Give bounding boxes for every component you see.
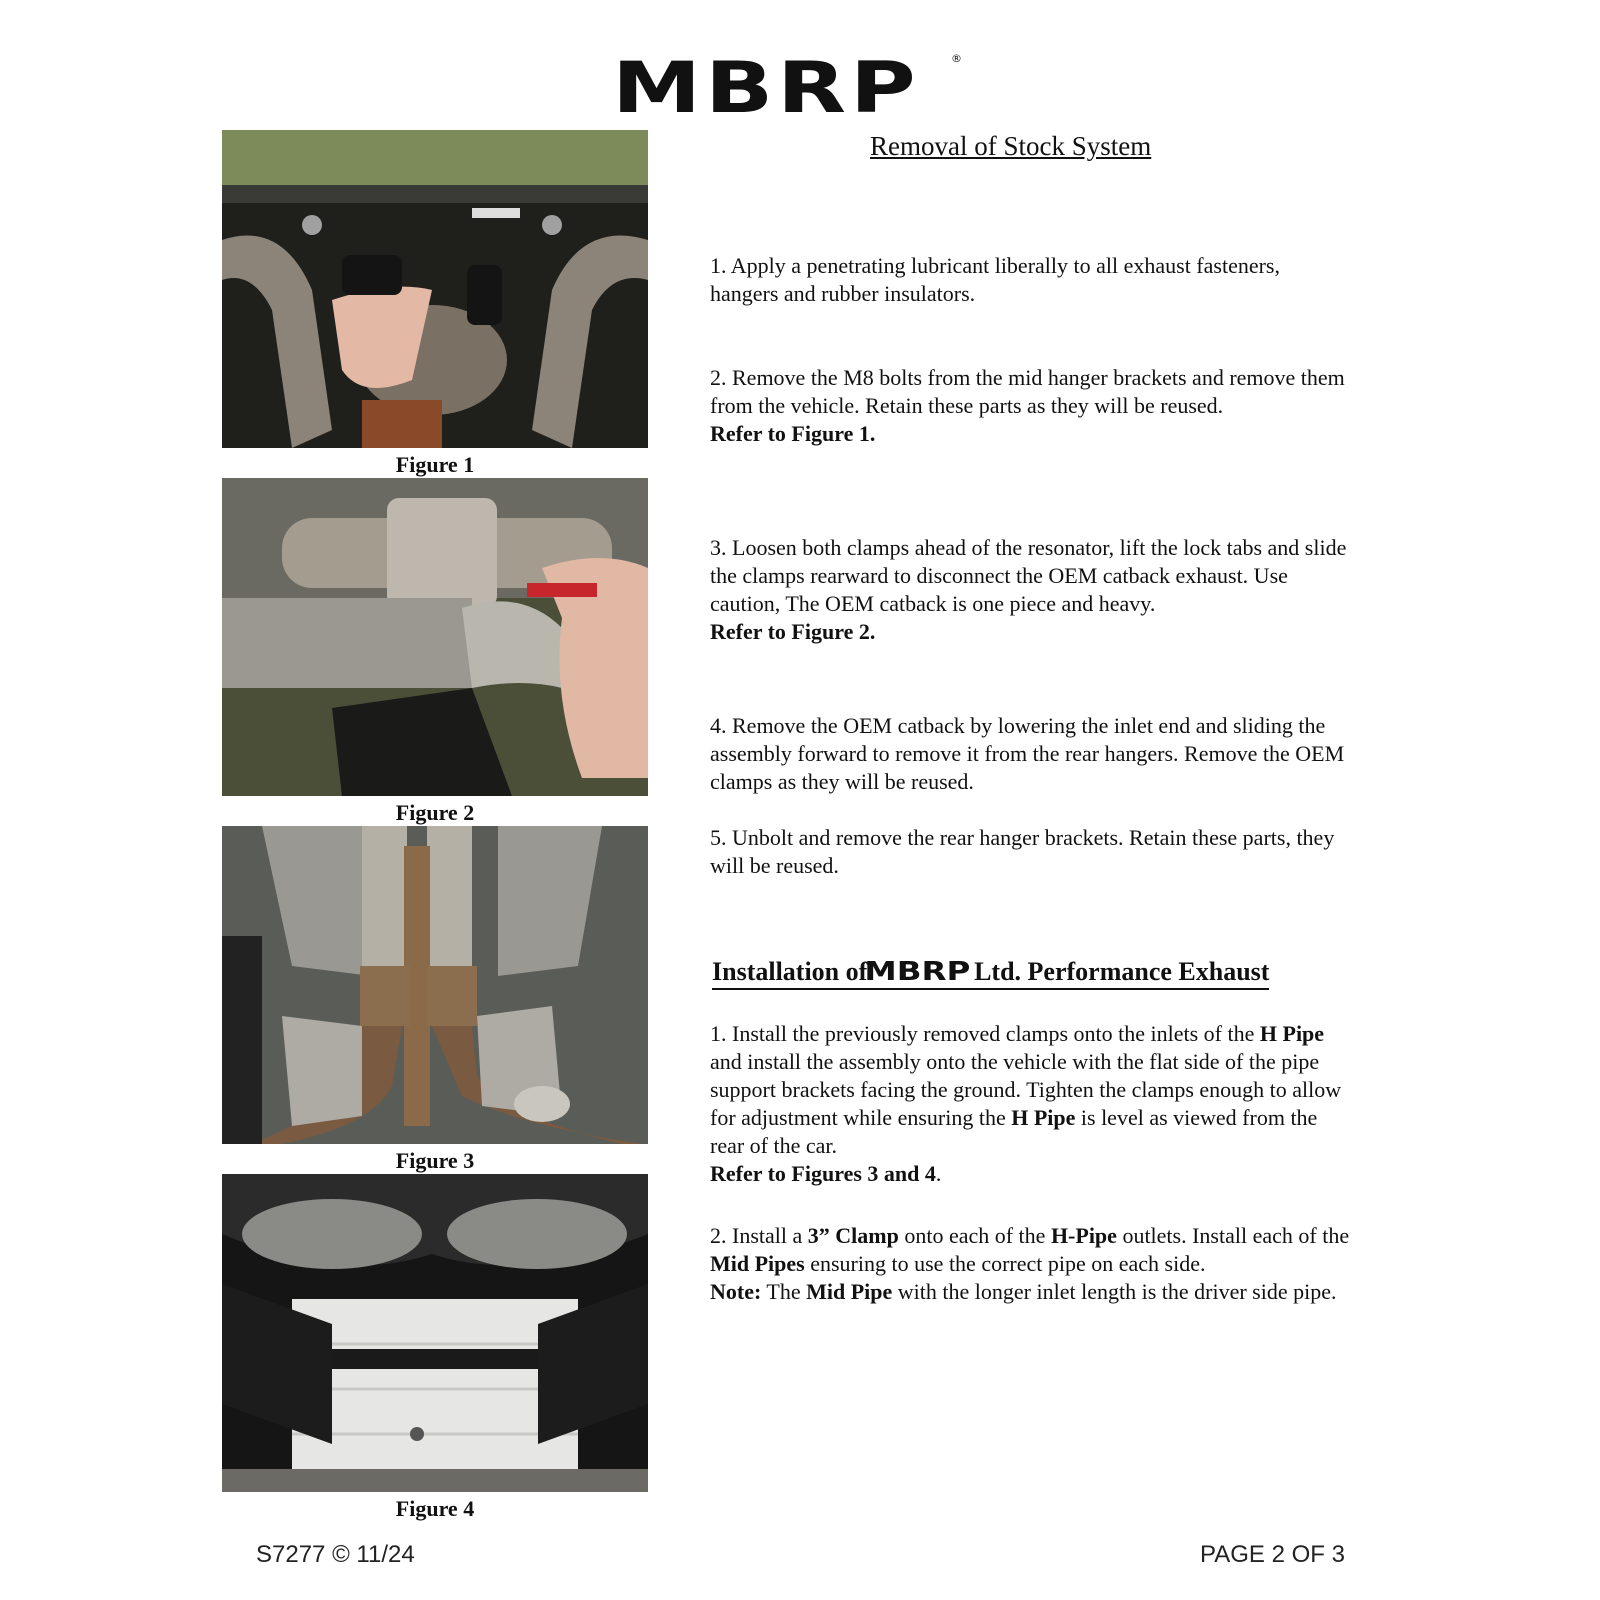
install-step-2-note-label: Note:: [710, 1279, 762, 1304]
figure-1-label: Figure 1: [395, 452, 475, 477]
install-step-1-text: [710, 1020, 1350, 1160]
install-step-2-h-pipe: H-Pipe: [1050, 1223, 1117, 1248]
removal-title: Removal of Stock System: [870, 131, 1152, 161]
figure-2-label: Figure 2: [395, 800, 475, 825]
removal-step-2: [710, 364, 1350, 448]
install-step-1-part-c: and install the assembly onto the vehicle with the flat side of the pipe support brackets facing the ground. Tighten the clamps enough to allow for adjustment while ensuring the: [710, 1049, 1342, 1130]
install-step-1-h-pipe: H Pipe: [1259, 1021, 1325, 1046]
removal-step-3-text: 3. Loosen both clamps ahead of the resonator, lift the lock tabs and slide the clamps rearward to disconnect the OEM catback exhaust. Use caution, The OEM catback is one piece and heavy.: [710, 535, 1347, 616]
logo-registered-mark: ®: [951, 52, 962, 65]
removal-step-2-text: 2. Remove the M8 bolts from the mid hanger brackets and remove them from the vehicle. Retain these parts as they will be reused.: [710, 365, 1345, 418]
figure-1-photo: [222, 130, 648, 448]
install-step-2-part-g: ensuring to use the correct pipe on each side.: [804, 1251, 1206, 1276]
logo-text: MBRP: [612, 47, 920, 129]
install-step-2-part-e: outlets. Install each of the: [1116, 1223, 1350, 1248]
figure-4-photo: [222, 1174, 648, 1492]
install-step-2-part-j: with the longer inlet length is the driver side pipe.: [892, 1279, 1337, 1304]
removal-step-5-text: 5. Unbolt and remove the rear hanger brackets. Retain these parts, they will be reused.: [710, 825, 1335, 878]
installation-title: [712, 956, 1269, 990]
install-step-1-part-e: is level as viewed from the rear of the car.: [710, 1105, 1318, 1158]
removal-step-2-ref: Refer to Figure 1.: [710, 421, 876, 446]
install-step-2: [710, 1222, 1350, 1306]
removal-step-1: [710, 252, 1350, 308]
removal-step-3: [710, 534, 1350, 646]
removal-step-5: [710, 824, 1350, 880]
install-step-2-part-h: The: [761, 1279, 807, 1304]
figure-2-photo: [222, 478, 648, 796]
footer-document-code: S7277 © 11/24: [256, 1541, 415, 1568]
removal-step-1-text: 1. Apply a penetrating lubricant liberally to all exhaust fasteners, hangers and rubber insulators.: [710, 253, 1280, 306]
removal-step-3-ref: Refer to Figure 2.: [710, 619, 876, 644]
install-step-1-ref-bold: Refer to Figures 3 and 4: [710, 1161, 936, 1186]
install-step-2-part-a: 2. Install a: [710, 1223, 808, 1248]
install-step-1-h-pipe-2: H Pipe: [1011, 1105, 1076, 1130]
install-step-1-ref: [710, 1160, 1350, 1188]
install-step-2-note: [710, 1278, 1350, 1306]
install-step-1: [710, 1020, 1350, 1188]
footer-page-number: PAGE 2 OF 3: [1200, 1541, 1345, 1568]
installation-title-logo: MBRP: [864, 957, 971, 987]
install-step-2-text: [710, 1222, 1350, 1278]
installation-title-pre: Installation of: [712, 957, 868, 986]
figure-3-label: Figure 3: [395, 1148, 475, 1173]
install-step-1-ref-end: .: [935, 1161, 942, 1186]
figure-4-label: Figure 4: [395, 1496, 475, 1521]
removal-step-4-text: 4. Remove the OEM catback by lowering the inlet end and sliding the assembly forward to remove it from the rear hangers. Remove the OEM clamps as they will be reused.: [710, 713, 1345, 794]
installation-title-post: Ltd. Performance Exhaust: [974, 957, 1270, 986]
install-step-2-mid-pipe: Mid Pipe: [806, 1279, 893, 1304]
figure-3-photo: [222, 826, 648, 1144]
install-step-2-mid-pipes: Mid Pipes: [710, 1251, 805, 1276]
install-step-1-part-a: 1. Install the previously removed clamps onto the inlets of the: [710, 1021, 1255, 1046]
install-step-2-part-c: onto each of the: [898, 1223, 1051, 1248]
install-step-2-clamp: 3” Clamp: [807, 1223, 899, 1248]
removal-step-4: [710, 712, 1350, 796]
brand-logo: [612, 48, 962, 128]
